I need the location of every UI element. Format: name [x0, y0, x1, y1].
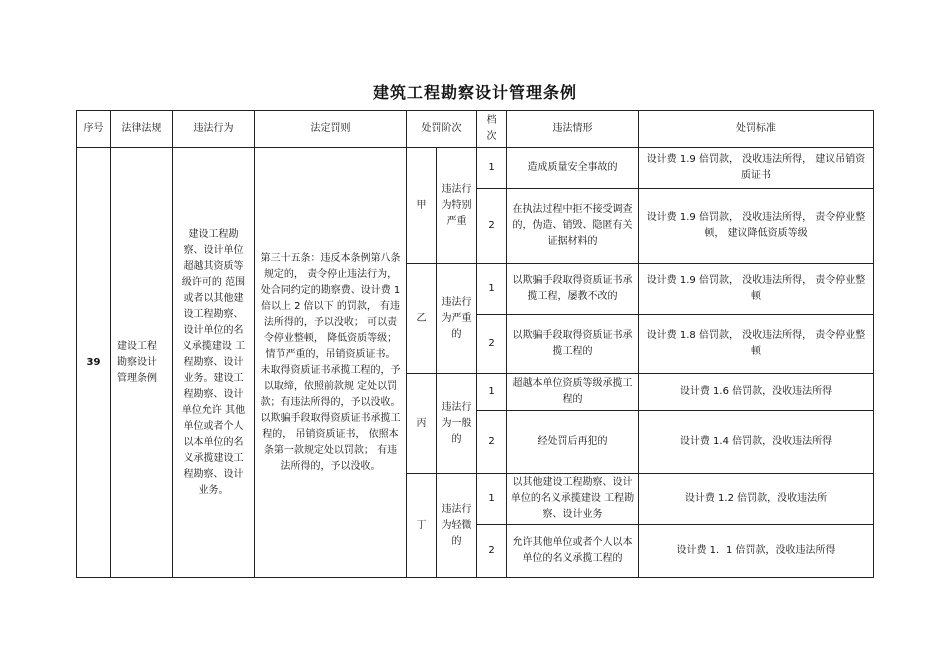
grade-name: 乙: [407, 264, 437, 374]
level-cell: 1: [477, 264, 507, 315]
standard-cell: 设计费 1.9 倍罚款， 没收违法所得， 责令停业整顿: [639, 264, 874, 315]
level-cell: 2: [477, 315, 507, 374]
level-cell: 2: [477, 189, 507, 264]
header-law: 法律法规: [111, 111, 173, 148]
level-cell: 2: [477, 525, 507, 578]
standard-cell: 设计费 1.4 倍罚款，没收违法所得: [639, 411, 874, 474]
standard-cell: 设计费 1.9 倍罚款， 没收违法所得， 建议吊销资质证书: [639, 148, 874, 189]
level-cell: 1: [477, 148, 507, 189]
header-grade: 处罚阶次: [407, 111, 477, 148]
grade-desc: 违法行为轻微的: [437, 474, 477, 578]
header-situation: 违法情形: [507, 111, 639, 148]
row-law: 建设工程勘察设计管理条例: [111, 148, 173, 578]
level-cell: 1: [477, 474, 507, 525]
situation-cell: 经处罚后再犯的: [507, 411, 639, 474]
row-act: 建设工程勘察、设计单位超越其资质等级许可的 范围或者以其他建设工程勘察、设计单位的名义承揽建设 工程勘察、设计业务。建设工程勘察、设计单位允许 其他单位或者个人以本单位的名义承揽建设工程勘察、设计业务。: [173, 148, 255, 578]
row-seq: 39: [77, 148, 111, 578]
standard-cell: 设计费 1.9 倍罚款， 没收违法所得， 责令停业整顿， 建议降低资质等级: [639, 189, 874, 264]
situation-cell: 以欺骗手段取得资质证书承揽工程的: [507, 315, 639, 374]
standard-cell: 设计费 1.6 倍罚款，没收违法所得: [639, 374, 874, 411]
penalty-table: [76, 110, 874, 578]
document-title: 建筑工程勘察设计管理条例: [372, 83, 577, 102]
header-act: 违法行为: [173, 111, 255, 148]
grade-desc: 违法行为严重的: [437, 264, 477, 374]
header-seq: 序号: [77, 111, 111, 148]
situation-cell: 造成质量安全事故的: [507, 148, 639, 189]
grade-name: 丁: [407, 474, 437, 578]
header-level: 档次: [477, 111, 507, 148]
grade-desc: 违法行为一般的: [437, 374, 477, 474]
header-row: [77, 111, 874, 148]
level-cell: 2: [477, 411, 507, 474]
level-cell: 1: [477, 374, 507, 411]
header-penalty: 法定罚则: [255, 111, 407, 148]
grade-desc: 违法行为特别严重: [437, 148, 477, 264]
standard-cell: 设计费 1.8 倍罚款， 没收违法所得， 责令停业整顿: [639, 315, 874, 374]
situation-cell: 超越本单位资质等级承揽工程的: [507, 374, 639, 411]
situation-cell: 以其他建设工程勘察、设计单位的名义承揽建设 工程勘察、设计业务: [507, 474, 639, 525]
situation-cell: 以欺骗手段取得资质证书承揽工程，屡教不改的: [507, 264, 639, 315]
situation-cell: 在执法过程中拒不接受调查的，伪造、销毁、隐匿有关证据材料的: [507, 189, 639, 264]
situation-cell: 允许其他单位或者个人以本单位的名义承揽工程的: [507, 525, 639, 578]
standard-cell: 设计费 1.2 倍罚款，没收违法所: [639, 474, 874, 525]
grade-name: 甲: [407, 148, 437, 264]
row-penalty: 第三十五条：违反本条例第八条规定的， 责令停止违法行为， 处合同约定的勘察费、设计费 1 倍以上 2 倍以下 的罚款， 有违法所得的，予以没收； 可以责令停业整顿， 降低资质等级；情节严重的，吊销资质证书。 未取得资质证书承揽工程的，予以取缔，依照前款规 定处以罚款；有违法所得的，予以没收。 以欺骗手段取得资质证书承揽工程的， 吊销资质证书， 依照本条第一款规定处以罚款； 有违法所得的，予以没收。: [255, 148, 407, 578]
table-row: [77, 148, 874, 189]
grade-name: 丙: [407, 374, 437, 474]
standard-cell: 设计费 1．1 倍罚款，没收违法所得: [639, 525, 874, 578]
header-standard: 处罚标准: [639, 111, 874, 148]
